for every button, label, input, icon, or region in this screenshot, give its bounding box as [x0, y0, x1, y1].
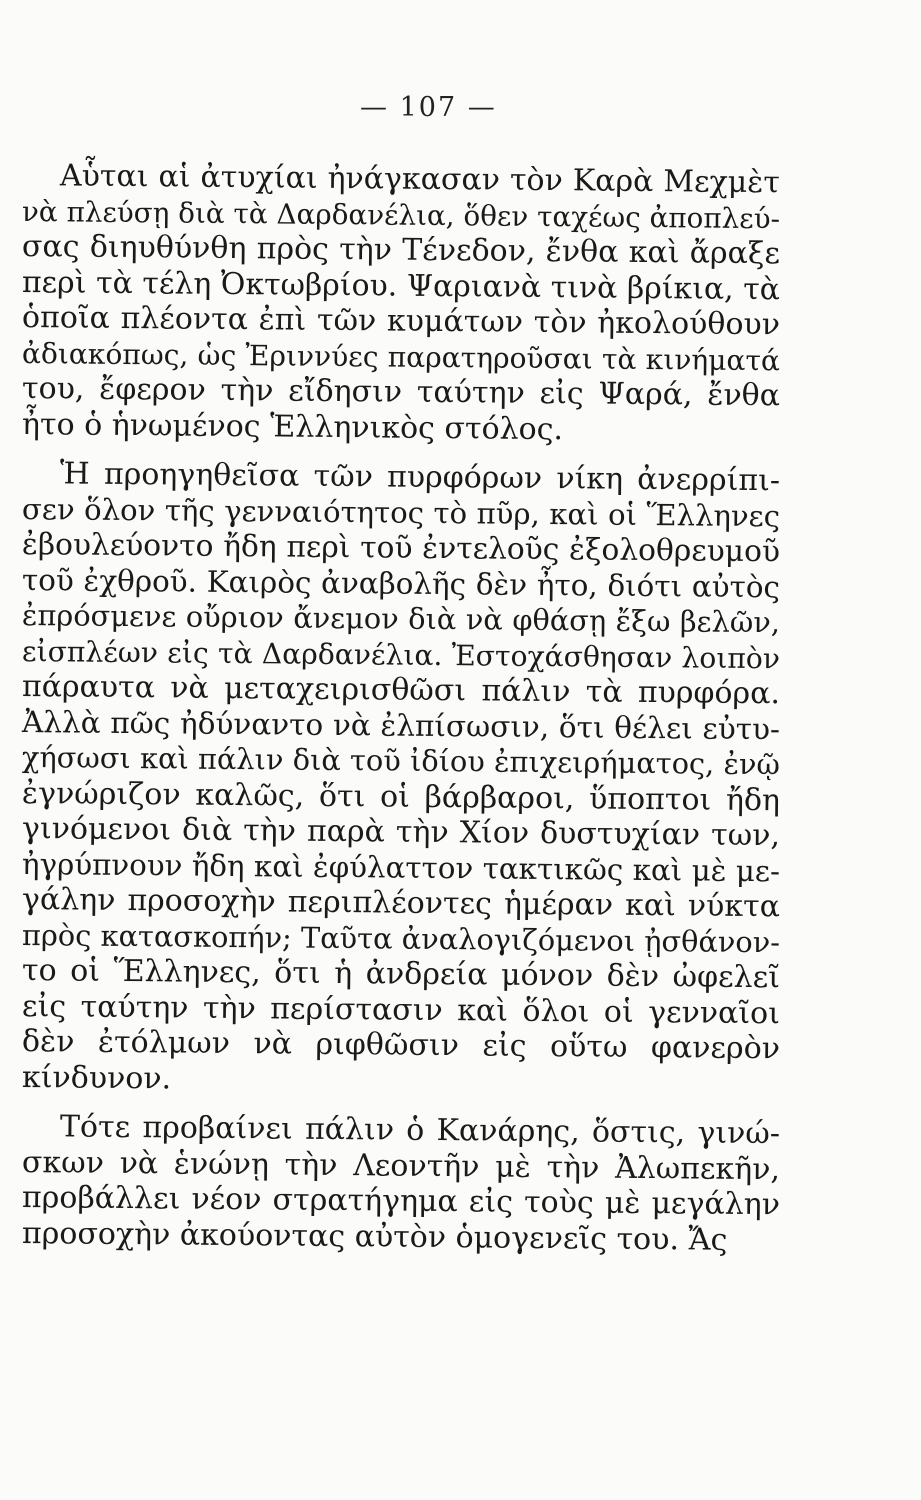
- text-line: Ἡ προηγηθεῖσα τῶν πυρφόρων νίκη ἀνερρίπι-: [59, 456, 781, 499]
- text-line: ἦτο ὁ ἡνωμένος Ἑλληνικὸς στόλος.: [21, 406, 564, 447]
- text-line: γάλην προσοχὴν περιπλέοντες ἡμέραν καὶ νύκτα: [21, 882, 781, 925]
- text-line: σεν ὅλον τῆς γενναιότητος τὸ πῦρ, καὶ οἱ Ἕλληνες: [21, 491, 781, 533]
- page-number: — 107 —: [360, 92, 497, 123]
- text-line: χήσωσι καὶ πάλιν διὰ τοῦ ἰδίου ἐπιχειρήματος, ἐνῷ: [21, 740, 781, 782]
- text-line: ἐγνώριζον καλῶς, ὅτι οἱ βάρβαροι, ὕποπτοι ἤδη: [21, 775, 781, 818]
- text-line: ἐβουλεύοντο ἤδη περὶ τοῦ ἐντελοῦς ἐξολοθρευμοῦ: [21, 527, 781, 570]
- text-line: Τότε προβαίνει πάλιν ὁ Κανάρης, ὅστις, γινώ-: [59, 1109, 781, 1152]
- text-line: το οἱ Ἕλληνες, ὅτι ἡ ἀνδρεία μόνον δὲν ὠφελεῖ: [21, 953, 781, 996]
- text-line: σας διηυθύνθη πρὸς τὴν Τένεδον, ἔνθα καὶ ἄραξε: [21, 229, 781, 272]
- text-line: Ἀλλὰ πῶς ἠδύναντο νὰ ἐλπίσωσιν, ὅτι θέλει εὐτυ-: [21, 704, 781, 746]
- text-line: ὁποῖα πλέοντα ἐπὶ τῶν κυμάτων τὸν ἠκολούθουν: [21, 300, 781, 343]
- text-line: πάραυτα νὰ μεταχειρισθῶσι πάλιν τὰ πυρφόρα.: [21, 669, 781, 712]
- text-line: εἰσπλέων εἰς τὰ Δαρδανέλια. Ἐστοχάσθησαν λοιπὸν: [21, 634, 781, 675]
- text-line: γινόμενοι διὰ τὴν παρὰ τὴν Χίον δυστυχίαν των,: [21, 811, 781, 854]
- paragraph: [21, 158, 781, 447]
- text-line: προσοχὴν ἀκούοντας αὐτὸν ὁμογενεῖς του. Ἄς: [21, 1215, 728, 1258]
- paragraph: [22, 456, 780, 1095]
- text-line: περὶ τὰ τέλη Ὀκτωβρίου. Ψαριανὰ τινὰ βρίκια, τὰ: [21, 264, 781, 307]
- text-line: πρὸς κατασκοπήν; Ταῦτα ἀναλογιζόμενοι ᾐσθάνον-: [21, 917, 781, 959]
- text-line: προβάλλει νέον στρατήγημα εἰς τοὺς μὲ μεγάλην: [21, 1180, 781, 1223]
- text-line: Αὗται αἱ ἀτυχίαι ἠνάγκασαν τὸν Καρὰ Μεχμὲτ: [59, 158, 781, 201]
- text-line: τοῦ ἐχθροῦ. Καιρὸς ἀναβολῆς δὲν ἦτο, διότι αὐτὸς: [21, 562, 781, 604]
- text-line: σκων νὰ ἑνώνῃ τὴν Λεοντῆν μὲ τὴν Ἀλωπεκῆν,: [21, 1144, 781, 1187]
- text-line: νὰ πλεύσῃ διὰ τὰ Δαρδανέλια, ὅθεν ταχέως ἀποπλεύ-: [21, 194, 781, 235]
- body-text: [21, 158, 781, 1258]
- text-line: δὲν ἐτόλμων νὰ ριφθῶσιν εἰς οὕτω φανερὸν: [21, 1024, 781, 1067]
- paragraph: [21, 1109, 781, 1258]
- text-line: εἰς ταύτην τὴν περίστασιν καὶ ὅλοι οἱ γενναῖοι: [21, 988, 781, 1031]
- text-line: ἠγρύπνουν ἤδη καὶ ἐφύλαττον τακτικῶς καὶ μὲ με-: [21, 846, 781, 888]
- text-line: ἀδιακόπως, ὡς Ἐριννύες παρατηροῦσαι τὰ κινήματά: [21, 336, 781, 377]
- text-line: ἐπρόσμενε οὔριον ἄνεμον διὰ νὰ φθάσῃ ἔξω βελῶν,: [21, 598, 781, 640]
- text-line: κίνδυνον.: [21, 1059, 172, 1096]
- text-line: του, ἔφερον τὴν εἴδησιν ταύτην εἰς Ψαρά, ἔνθα: [21, 371, 781, 414]
